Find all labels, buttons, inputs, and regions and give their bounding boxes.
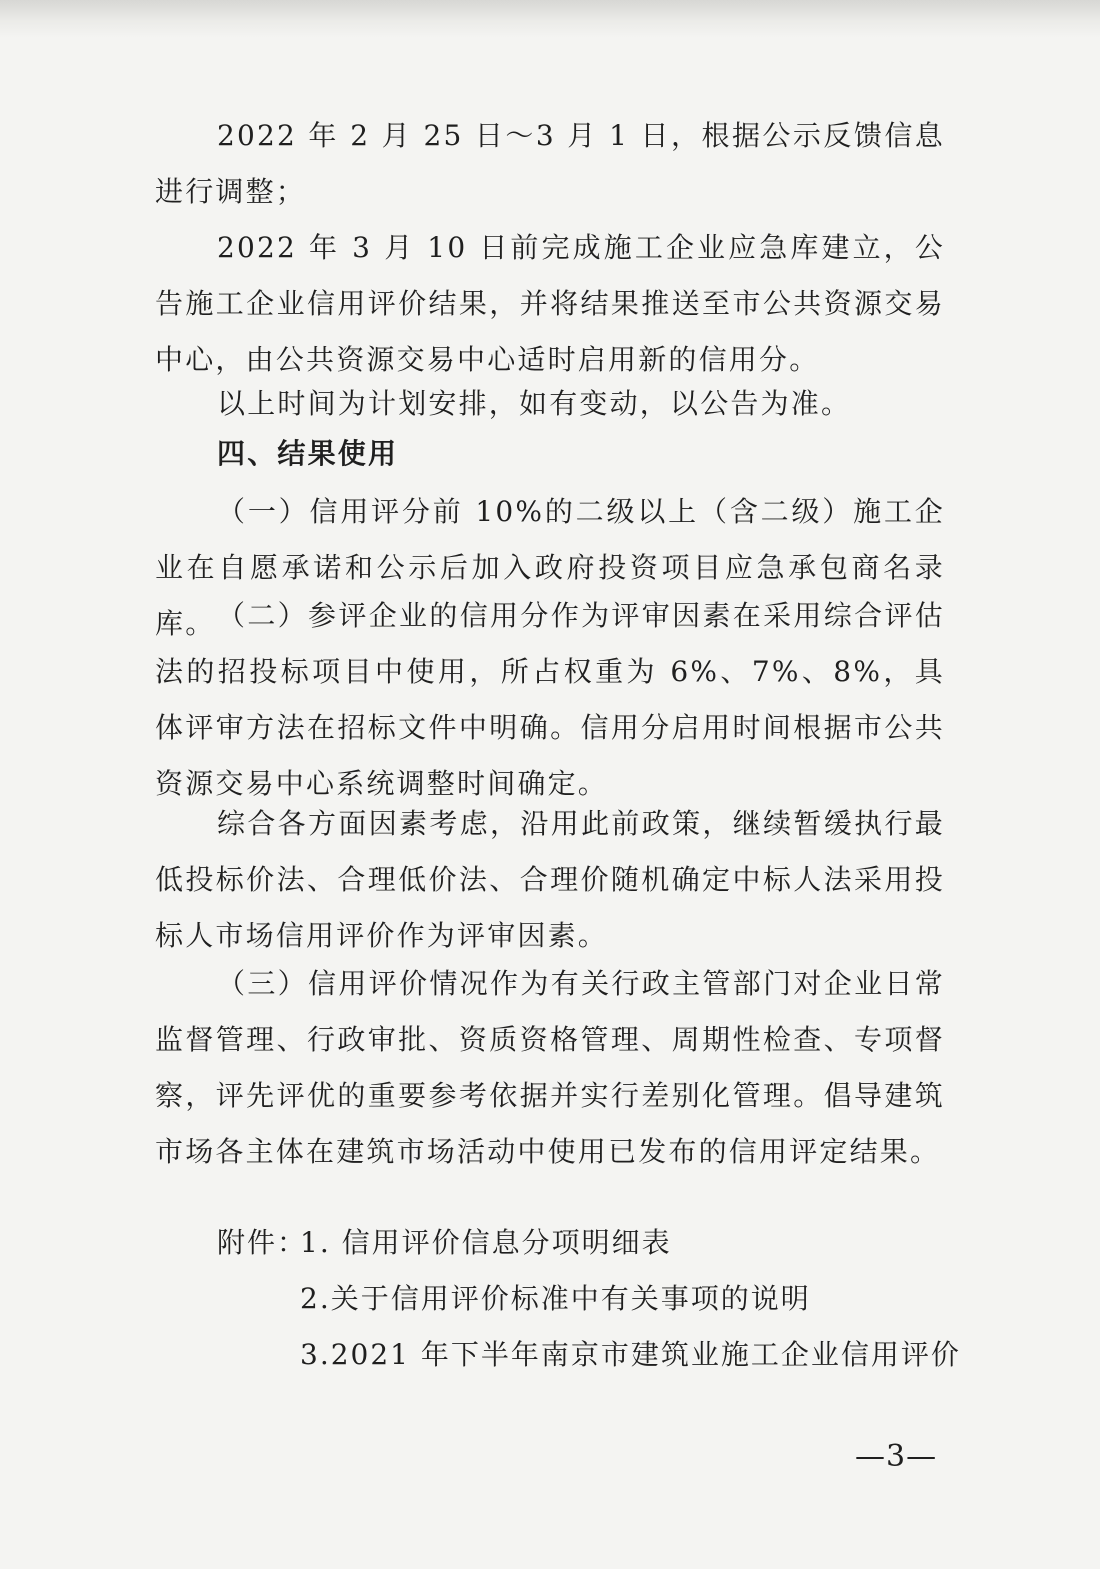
paragraph-item-two: （二）参评企业的信用分作为评审因素在采用综合评估法的招投标项目中使用，所占权重为 6%、7%、8%，具体评审方法在招标文件中明确。信用分启用时间根据市公共资源交易中心系统调整时间确定。 [155, 599, 945, 800]
attachment-item: 3.2021 年下半年南京市建筑业施工企业信用评价 [300, 1338, 961, 1371]
page-number: —3— [855, 1439, 938, 1474]
attachments-label: 附件： [217, 1226, 308, 1259]
paragraph-item-three: （三）信用评价情况作为有关行政主管部门对企业日常监督管理、行政审批、资质资格管理、周期性检查、专项督察，评先评优的重要参考依据并实行差别化管理。倡导建筑市场各主体在建筑市场活动中使用已发布的信用评定结果。 [155, 967, 945, 1168]
paragraph-item-one: （一）信用评分前 10%的二级以上（含二级）施工企业在自愿承诺和公示后加入政府投资项目应急承包商名录库。 [155, 495, 945, 640]
paragraph-plan-note: 以上时间为计划安排，如有变动，以公告为准。 [217, 387, 852, 420]
attachment-item: 2.关于信用评价标准中有关事项的说明 [300, 1282, 811, 1315]
attachment-item: 1. 信用评价信息分项明细表 [300, 1226, 672, 1259]
paragraph-schedule-adjustment: 2022 年 2 月 25 日～3 月 1 日，根据公示反馈信息进行调整； [155, 119, 945, 208]
paragraph-emergency-library: 2022 年 3 月 10 日前完成施工企业应急库建立，公告施工企业信用评价结果，并将结果推送至市公共资源交易中心，由公共资源交易中心适时启用新的信用分。 [155, 231, 945, 376]
section-heading-result-use: 四、结果使用 [217, 437, 399, 470]
paragraph-policy: 综合各方面因素考虑，沿用此前政策，继续暂缓执行最低投标价法、合理低价法、合理价随机确定中标人法采用投标人市场信用评价作为评审因素。 [155, 807, 945, 952]
